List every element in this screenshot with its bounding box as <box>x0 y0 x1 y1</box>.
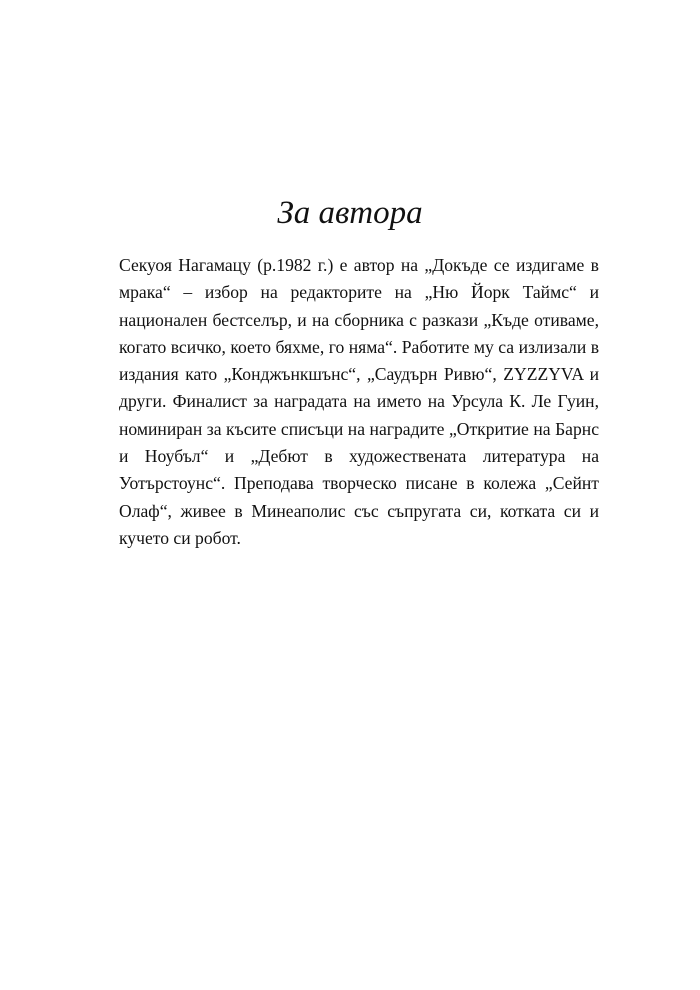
author-bio-paragraph: Секуоя Нагамацу (р.1982 г.) е автор на „Докъде се издигаме в мрака“ – избор на редакторите на „Ню Йорк Таймс“ и национален бестселър, и на сборника с разкази „Къде отиваме, когато всичко, което бяхме, го няма“. Работите му са излизали в издания като „Конджънкшънс“, „Саудърн Ривю“, ZYZZYVA и други. Финалист за наградата на името на Урсула К. Ле Гуин, номиниран за късите списъци на наградите „Откритие на Барнс и Ноубъл“ и „Дебют в художествената литература на Уотърстоунс“. Преподава творческо писане в колежа „Сейнт Олаф“, живее в Минеаполис със съпругата си, котката си и кучето си робот. <box>119 255 599 548</box>
page-title: За автора <box>277 195 423 231</box>
